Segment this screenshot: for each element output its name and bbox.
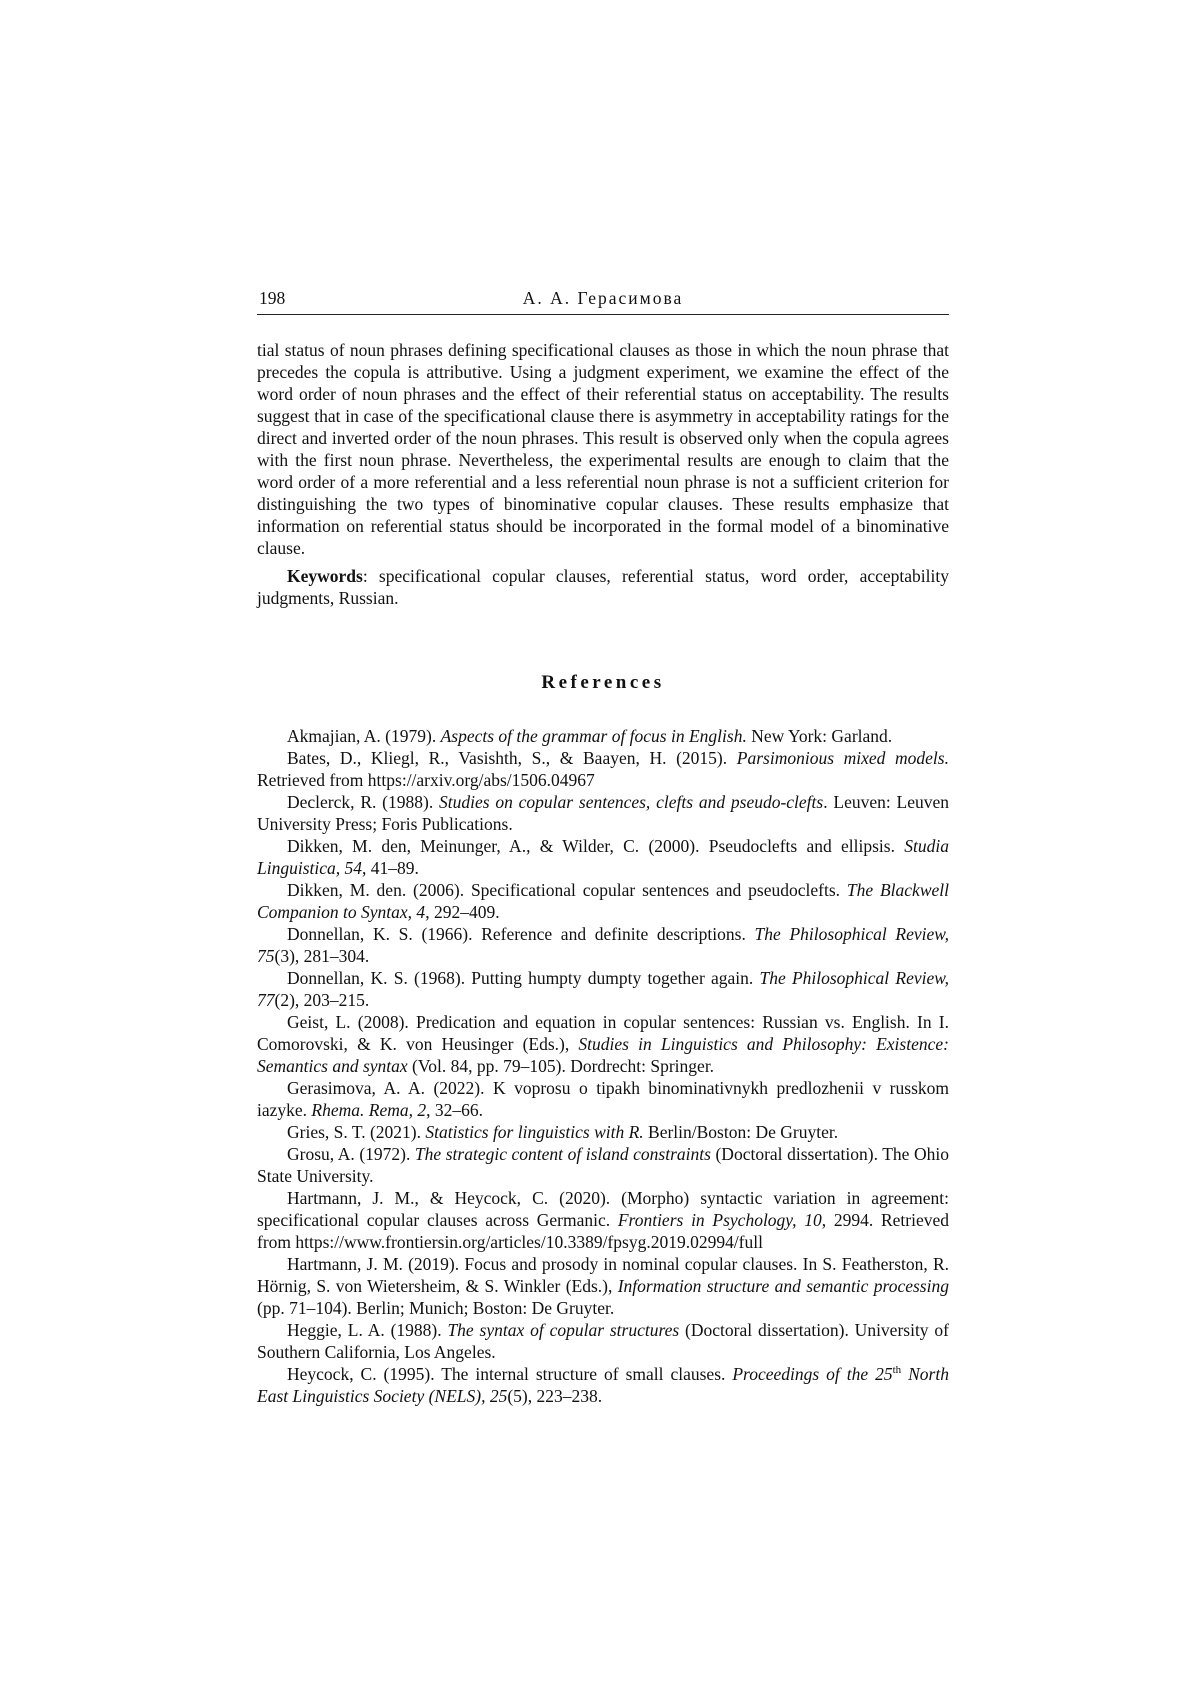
reference-title: Frontiers in Psychology, 10: [617, 1210, 822, 1230]
reference-title: Studia Linguistica, 54: [257, 836, 949, 878]
reference-text: Akmajian, A. (1979).: [287, 726, 441, 746]
reference-details: , 2994. Retrieved from https://www.frontiersin.org/articles/10.3389/fpsyg.2019.02994/full: [257, 1210, 949, 1252]
reference-title: Aspects of the grammar of focus in English.: [440, 726, 747, 746]
reference-text: Dikken, M. den, Meinunger, A., & Wilder, C. (2000). Pseudoclefts and ellipsis.: [287, 836, 905, 856]
reference-title: The Blackwell Companion to Syntax, 4: [257, 880, 949, 922]
reference-entry: [257, 1077, 949, 1121]
reference-entry: [257, 1011, 949, 1077]
reference-title: Studies in Linguistics and Philosophy: Existence: Semantics and syntax: [257, 1034, 949, 1076]
reference-entry: [257, 1143, 949, 1187]
reference-title: Studies on copular sentences, clefts and pseudo-clefts: [439, 792, 824, 812]
reference-text: Declerck, R. (1988).: [287, 792, 439, 812]
reference-title: The Philosophical Review, 75: [257, 924, 949, 966]
keywords: [257, 565, 949, 609]
reference-entry: [257, 1363, 949, 1407]
reference-text: Heycock, C. (1995). The internal structure of small clauses.: [287, 1364, 733, 1384]
reference-text: Geist, L. (2008). Predication and equation in copular sentences: Russian vs. English. In I. Comorovski, & K. von Heusinger (Eds.),: [257, 1012, 949, 1054]
reference-entry: [257, 967, 949, 1011]
reference-text: Grosu, A. (1972).: [287, 1144, 415, 1164]
reference-title: Rhema. Rema, 2: [311, 1100, 427, 1120]
reference-text: Gries, S. T. (2021).: [287, 1122, 426, 1142]
keywords-text: : specificational copular clauses, referential status, word order, acceptability judgments, Russian.: [257, 566, 949, 608]
reference-text: Dikken, M. den. (2006). Specificational copular sentences and pseudoclefts.: [287, 880, 847, 900]
reference-entry: [257, 1253, 949, 1319]
reference-superscript: th: [892, 1364, 902, 1377]
reference-title: Parsimonious mixed models.: [736, 748, 949, 768]
reference-text: Hartmann, J. M., & Heycock, C. (2020). (Morpho) syntactic variation in agreement: specificational copular clauses across Germanic.: [257, 1188, 949, 1230]
reference-details: (3), 281–304.: [274, 946, 370, 966]
reference-title: Proceedings of the 25: [732, 1364, 893, 1384]
reference-text: Bates, D., Kliegl, R., Vasishth, S., & Baayen, H. (2015).: [287, 748, 737, 768]
reference-entry: [257, 1121, 949, 1143]
references-heading: References: [541, 672, 665, 693]
reference-details: (Vol. 84, pp. 79–105). Dordrecht: Springer.: [407, 1056, 715, 1076]
reference-entry: [257, 879, 949, 923]
reference-entry: [257, 1319, 949, 1363]
reference-title-continued: North East Linguistics Society (NELS), 25: [257, 1364, 949, 1406]
reference-details: New York: Garland.: [746, 726, 893, 746]
reference-details: , 32–66.: [426, 1100, 483, 1120]
reference-details: Retrieved from https://arxiv.org/abs/1506.04967: [257, 770, 595, 790]
running-head: А. А. Герасимова: [522, 288, 684, 308]
reference-details: , 292–409.: [425, 902, 500, 922]
reference-details: , 41–89.: [362, 858, 419, 878]
reference-title: The strategic content of island constraints: [414, 1144, 711, 1164]
reference-details: (pp. 71–104). Berlin; Munich; Boston: De Gruyter.: [257, 1298, 615, 1318]
reference-text: Donnellan, K. S. (1966). Reference and definite descriptions.: [287, 924, 755, 944]
keywords-label: Keywords: [287, 566, 363, 586]
reference-title: The syntax of copular structures: [447, 1320, 680, 1340]
reference-details: Berlin/Boston: De Gruyter.: [643, 1122, 839, 1142]
reference-list: [257, 725, 949, 1407]
reference-entry: [257, 835, 949, 879]
page-header: [257, 286, 949, 315]
reference-details: (5), 223–238.: [507, 1386, 603, 1406]
reference-entry: [257, 1187, 949, 1253]
page-number: 198: [259, 288, 286, 308]
reference-entry: [257, 791, 949, 835]
reference-title: Information structure and semantic processing: [617, 1276, 949, 1296]
reference-title: Statistics for linguistics with R.: [425, 1122, 644, 1142]
reference-entry: [257, 923, 949, 967]
abstract-text: tial status of noun phrases defining specificational clauses as those in which the noun phrase that precedes the copula is attributive. Using a judgment experiment, we examine the effect of the word order of noun phrases and the effect of their referential status on acceptability. The results suggest that in case of the specificational clause there is asymmetry in acceptability ratings for the direct and inverted order of the noun phrases. This result is observed only when the copula agrees with the first noun phrase. Nevertheless, the experimental results are enough to claim that the word order of a more referential and a less referential noun phrase is not a sufficient criterion for distinguishing the two types of binominative copular clauses. These results emphasize that information on referential status should be incorporated in the formal model of a binominative clause.: [257, 340, 949, 558]
reference-entry: [257, 747, 949, 791]
reference-title: The Philosophical Review, 77: [257, 968, 949, 1010]
reference-details: (2), 203–215.: [274, 990, 370, 1010]
reference-details: (Doctoral dissertation). The Ohio State University.: [257, 1144, 949, 1186]
reference-text: Hartmann, J. M. (2019). Focus and prosody in nominal copular clauses. In S. Featherston, R. Hörnig, S. von Wietersheim, & S. Winkler (Eds.),: [257, 1254, 949, 1296]
reference-text: Donnellan, K. S. (1968). Putting humpty dumpty together again.: [287, 968, 760, 988]
reference-text: Heggie, L. A. (1988).: [287, 1320, 448, 1340]
reference-details: (Doctoral dissertation). University of Southern California, Los Angeles.: [257, 1320, 949, 1362]
reference-text: Gerasimova, A. A. (2022). K voprosu o tipakh binominativnykh predlozhenii v russkom iazyke.: [257, 1078, 949, 1120]
page-body: [257, 339, 949, 1407]
reference-details: . Leuven: Leuven University Press; Foris Publications.: [257, 792, 949, 834]
reference-entry: [257, 725, 949, 747]
